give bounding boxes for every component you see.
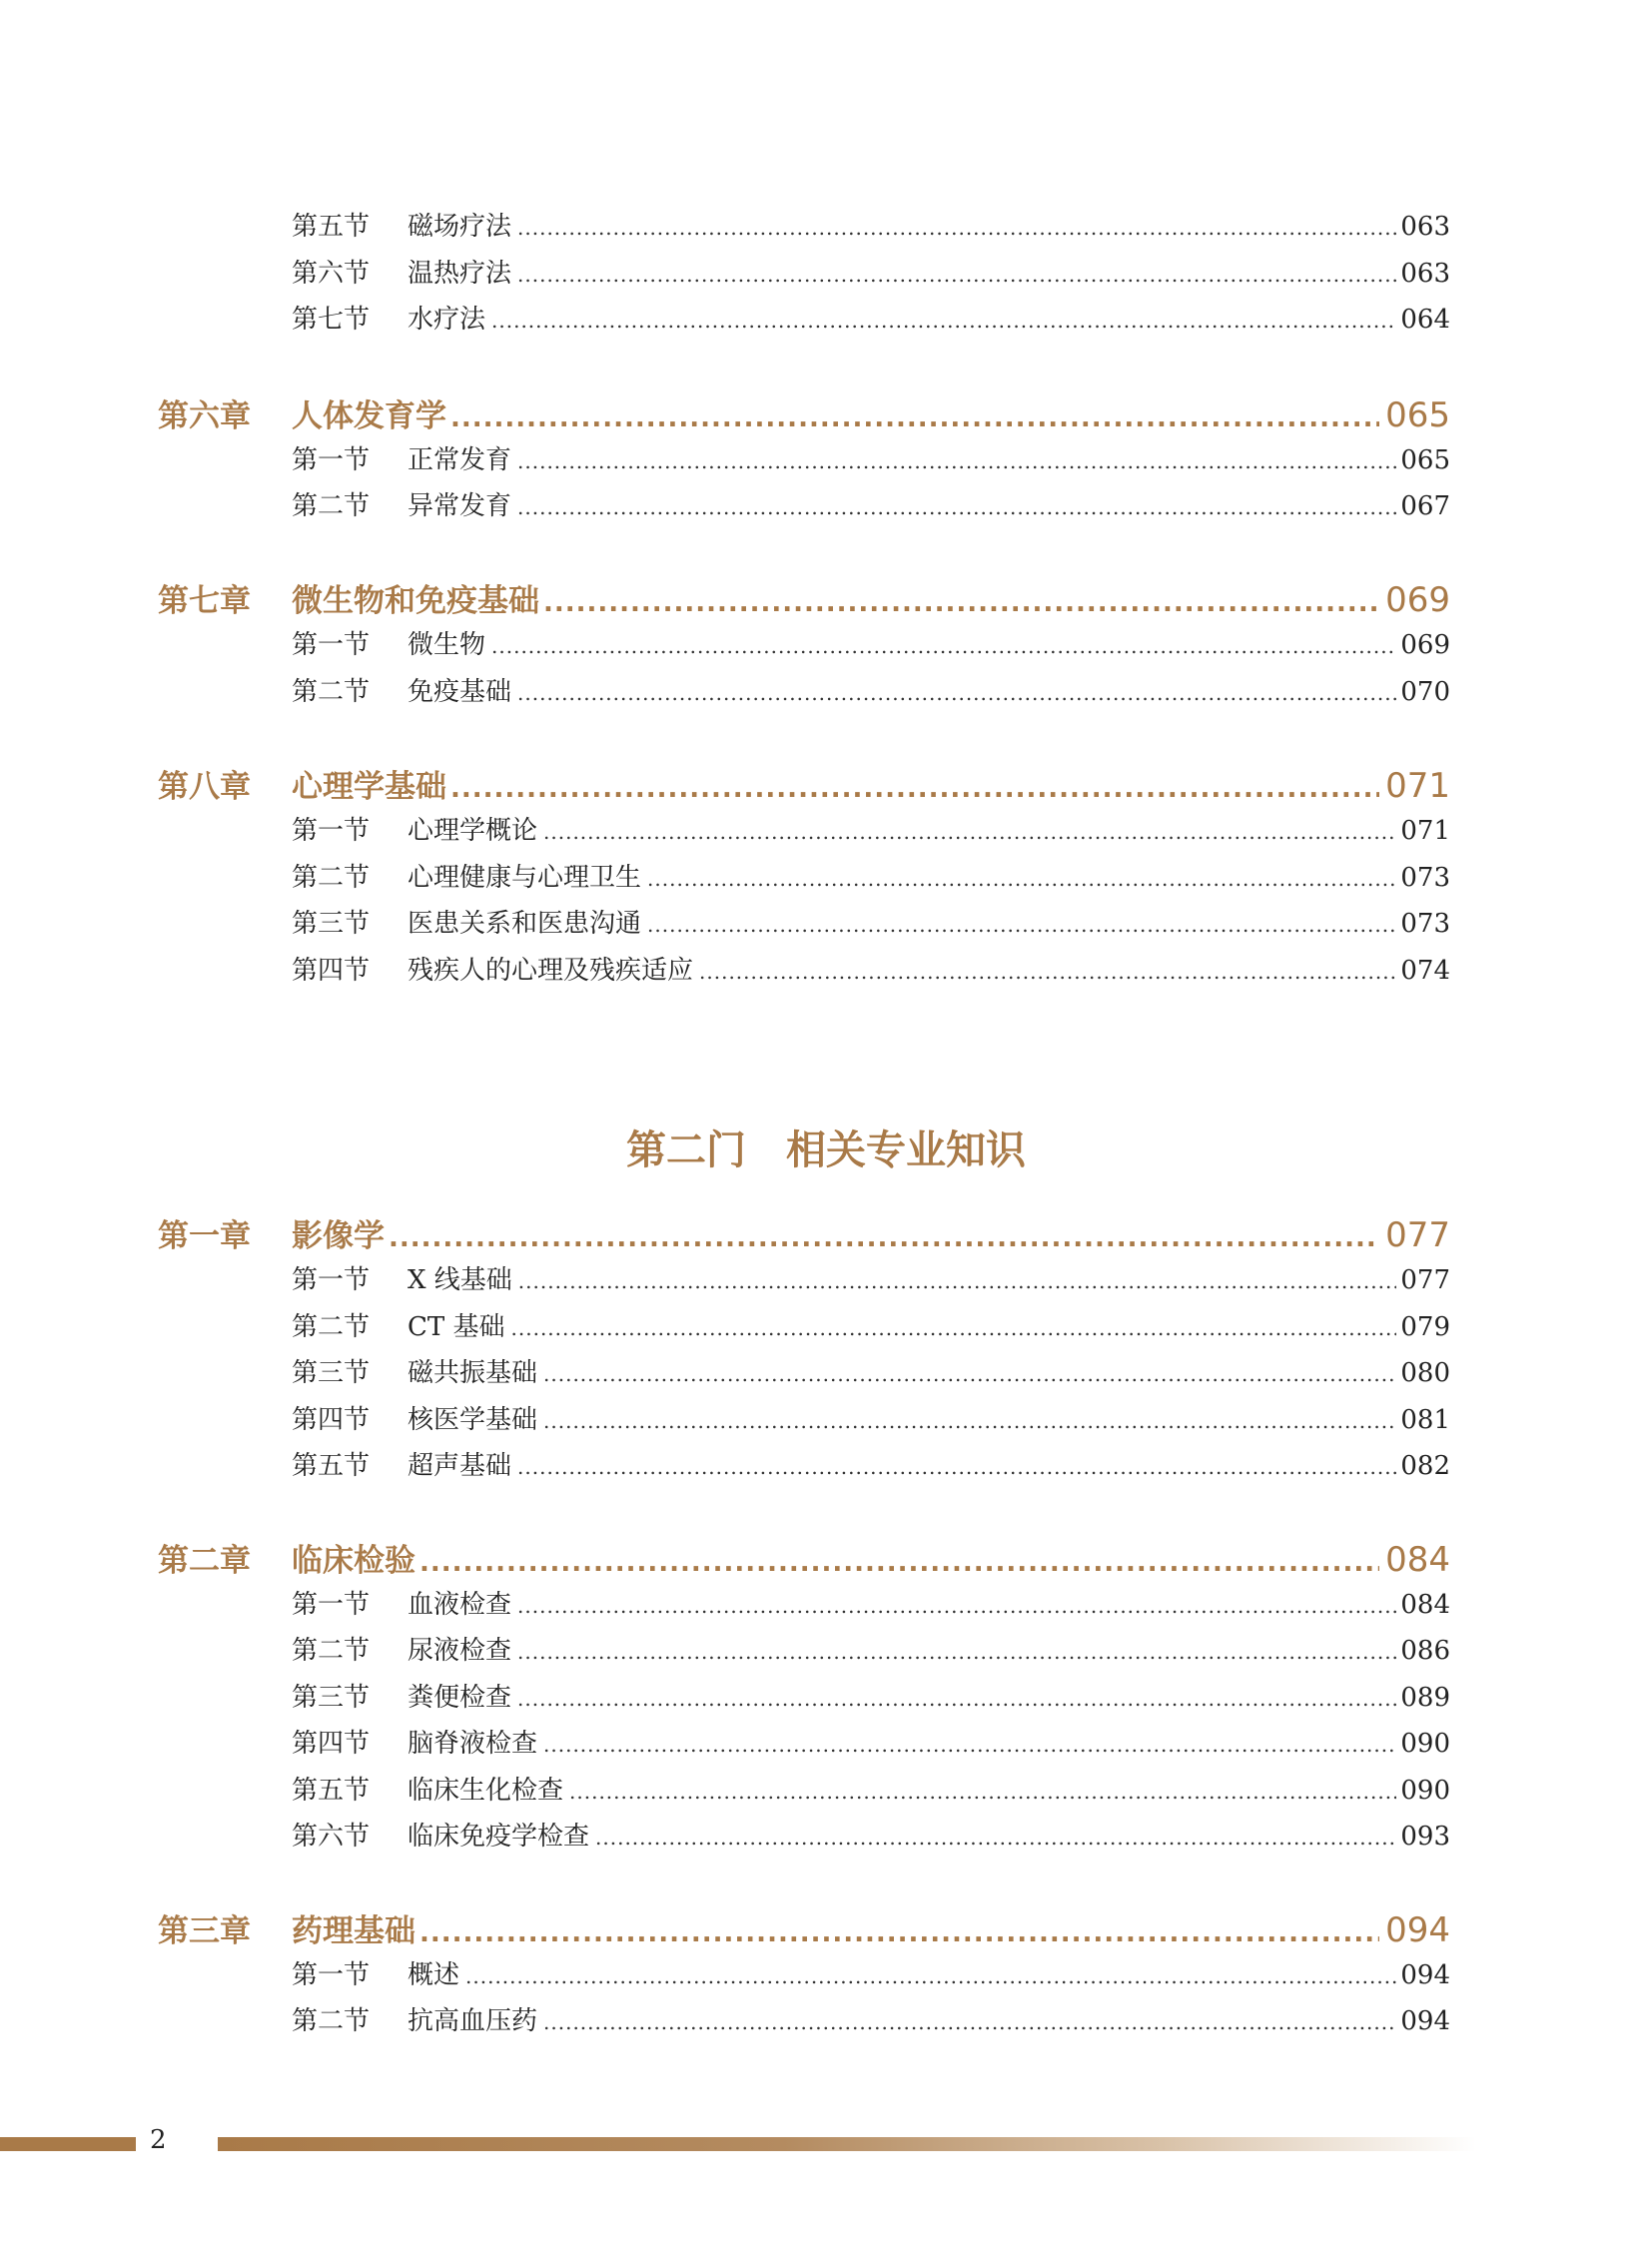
section-title: 磁共振基础 — [408, 1358, 538, 1388]
dot-leader — [543, 1356, 1396, 1392]
chapter-page: 071 — [1385, 766, 1450, 806]
section-label: 第一节 — [292, 630, 371, 660]
dot-leader — [491, 628, 1396, 664]
dot-leader — [517, 675, 1396, 711]
toc-section-row[interactable] — [292, 256, 1450, 292]
dot-leader — [465, 1958, 1396, 1994]
section-label: 第一节 — [292, 1960, 371, 1990]
toc-section-row[interactable] — [292, 1957, 1450, 1993]
dot-leader — [543, 580, 1379, 626]
toc-section-row[interactable] — [292, 1633, 1450, 1669]
chapter-label: 第三章 — [158, 1913, 251, 1949]
dot-leader — [517, 443, 1396, 479]
toc-chapter-row[interactable] — [158, 392, 1450, 438]
section-page: 080 — [1400, 1358, 1450, 1388]
dot-leader — [511, 1310, 1397, 1346]
part-title: 第二门 相关专业知识 — [626, 1127, 1026, 1173]
dot-leader — [543, 814, 1396, 850]
section-label: 第二节 — [292, 863, 371, 893]
dot-leader — [450, 395, 1379, 441]
toc-section-row[interactable] — [292, 442, 1450, 478]
toc-section-row[interactable] — [292, 488, 1450, 524]
chapter-page: 077 — [1385, 1215, 1450, 1255]
toc-section-row[interactable] — [292, 674, 1450, 710]
section-title: 温热疗法 — [408, 259, 512, 289]
toc-chapter-row[interactable] — [158, 1212, 1450, 1258]
section-page: 077 — [1400, 1265, 1450, 1295]
section-label: 第三节 — [292, 909, 371, 939]
section-label: 第二节 — [292, 1312, 371, 1342]
section-label: 第五节 — [292, 212, 371, 242]
toc-section-row[interactable] — [292, 860, 1450, 896]
footer-left-bar — [0, 2137, 136, 2151]
chapter-page: 094 — [1385, 1910, 1450, 1950]
toc-chapter-row[interactable] — [158, 577, 1450, 623]
section-title: 心理健康与心理卫生 — [408, 863, 642, 893]
toc-section-row[interactable] — [292, 1309, 1450, 1345]
section-title: 免疫基础 — [408, 677, 512, 707]
section-label: 第四节 — [292, 1729, 371, 1759]
section-label: 第一节 — [292, 1590, 371, 1620]
chapter-label: 第七章 — [158, 583, 251, 619]
section-label: 第一节 — [292, 445, 371, 475]
page-number: 2 — [150, 2125, 167, 2155]
toc-section-row[interactable] — [292, 302, 1450, 338]
section-page: 082 — [1400, 1451, 1450, 1481]
chapter-title: 影像学 — [292, 1218, 385, 1254]
toc-chapter-row[interactable] — [158, 1537, 1450, 1583]
section-page: 079 — [1400, 1312, 1450, 1342]
toc-section-row[interactable] — [292, 906, 1450, 942]
toc-section-row[interactable] — [292, 1355, 1450, 1391]
toc-section-row[interactable] — [292, 813, 1450, 849]
chapter-label: 第二章 — [158, 1543, 251, 1579]
dot-leader — [569, 1774, 1396, 1810]
dot-leader — [450, 766, 1379, 812]
section-title: 超声基础 — [408, 1451, 512, 1481]
section-page: 081 — [1400, 1405, 1450, 1435]
section-page: 065 — [1400, 445, 1450, 475]
toc-section-row[interactable] — [292, 1680, 1450, 1716]
toc-section-row[interactable] — [292, 1773, 1450, 1809]
dot-leader — [543, 1727, 1396, 1763]
section-title: 临床生化检查 — [408, 1776, 564, 1806]
chapter-title: 药理基础 — [292, 1913, 415, 1949]
section-title: CT 基础 — [408, 1312, 505, 1342]
toc-section-row[interactable] — [292, 1402, 1450, 1438]
section-page: 073 — [1400, 863, 1450, 893]
section-title: 医患关系和医患沟通 — [408, 909, 642, 939]
section-title: 抗高血压药 — [408, 2006, 538, 2036]
toc-section-row[interactable] — [292, 1448, 1450, 1484]
chapter-page: 069 — [1385, 580, 1450, 620]
dot-leader — [389, 1215, 1379, 1261]
dot-leader — [517, 210, 1396, 246]
section-title: 粪便检查 — [408, 1683, 512, 1713]
section-title: 概述 — [408, 1960, 460, 1990]
section-label: 第一节 — [292, 816, 371, 846]
footer-right-bar — [218, 2137, 1476, 2151]
dot-leader — [517, 1681, 1396, 1717]
dot-leader — [595, 1820, 1396, 1856]
section-label: 第六节 — [292, 1822, 371, 1852]
dot-leader — [419, 1540, 1379, 1586]
section-label: 第六节 — [292, 259, 371, 289]
section-title: 临床免疫学检查 — [408, 1822, 590, 1852]
section-page: 090 — [1400, 1729, 1450, 1759]
dot-leader — [517, 1449, 1396, 1485]
section-title: 核医学基础 — [408, 1405, 538, 1435]
chapter-title: 临床检验 — [292, 1543, 415, 1579]
section-page: 069 — [1400, 630, 1450, 660]
toc-section-row[interactable] — [292, 209, 1450, 245]
dot-leader — [517, 257, 1396, 293]
dot-leader — [491, 303, 1396, 339]
section-title: 水疗法 — [408, 305, 486, 335]
section-page: 074 — [1400, 956, 1450, 986]
section-label: 第七节 — [292, 305, 371, 335]
section-label: 第五节 — [292, 1776, 371, 1806]
toc-chapter-row[interactable] — [158, 763, 1450, 809]
dot-leader — [517, 489, 1396, 525]
chapter-label: 第六章 — [158, 398, 251, 434]
dot-leader — [647, 861, 1396, 897]
section-page: 070 — [1400, 677, 1450, 707]
section-label: 第二节 — [292, 491, 371, 521]
section-page: 089 — [1400, 1683, 1450, 1713]
chapter-label: 第八章 — [158, 769, 251, 805]
section-label: 第一节 — [292, 1265, 371, 1295]
chapter-page: 084 — [1385, 1540, 1450, 1580]
toc-chapter-row[interactable] — [158, 1907, 1450, 1953]
section-page: 094 — [1400, 2006, 1450, 2036]
section-label: 第二节 — [292, 1636, 371, 1666]
toc-section-row[interactable] — [292, 2003, 1450, 2039]
section-title: 心理学概论 — [408, 816, 538, 846]
section-label: 第五节 — [292, 1451, 371, 1481]
chapter-title: 心理学基础 — [292, 769, 446, 805]
section-label: 第四节 — [292, 1405, 371, 1435]
section-page: 071 — [1400, 816, 1450, 846]
dot-leader — [419, 1910, 1379, 1956]
dot-leader — [543, 2004, 1396, 2040]
toc-section-row[interactable] — [292, 627, 1450, 663]
chapter-page: 065 — [1385, 395, 1450, 435]
section-page: 094 — [1400, 1960, 1450, 1990]
section-title: X 线基础 — [408, 1265, 512, 1295]
toc-section-row[interactable] — [292, 953, 1450, 989]
section-page: 084 — [1400, 1590, 1450, 1620]
section-title: 血液检查 — [408, 1590, 512, 1620]
section-title: 脑脊液检查 — [408, 1729, 538, 1759]
section-page: 064 — [1400, 305, 1450, 335]
dot-leader — [699, 954, 1396, 990]
section-page: 067 — [1400, 491, 1450, 521]
section-label: 第二节 — [292, 677, 371, 707]
section-title: 尿液检查 — [408, 1636, 512, 1666]
section-title: 残疾人的心理及残疾适应 — [408, 956, 694, 986]
section-title: 异常发育 — [408, 491, 512, 521]
dot-leader — [517, 1588, 1396, 1624]
section-page: 063 — [1400, 212, 1450, 242]
section-title: 磁场疗法 — [408, 212, 512, 242]
chapter-title: 微生物和免疫基础 — [292, 583, 539, 619]
dot-leader — [517, 1634, 1396, 1670]
chapter-title: 人体发育学 — [292, 398, 446, 434]
section-page: 063 — [1400, 259, 1450, 289]
toc-section-row[interactable] — [292, 1262, 1450, 1298]
section-title: 微生物 — [408, 630, 486, 660]
section-label: 第四节 — [292, 956, 371, 986]
dot-leader — [543, 1403, 1396, 1439]
chapter-label: 第一章 — [158, 1218, 251, 1254]
toc-section-row[interactable] — [292, 1726, 1450, 1762]
dot-leader — [518, 1263, 1397, 1299]
section-page: 073 — [1400, 909, 1450, 939]
toc-section-row[interactable] — [292, 1587, 1450, 1623]
dot-leader — [647, 907, 1396, 943]
section-label: 第三节 — [292, 1683, 371, 1713]
section-page: 090 — [1400, 1776, 1450, 1806]
section-title: 正常发育 — [408, 445, 512, 475]
section-label: 第二节 — [292, 2006, 371, 2036]
section-page: 093 — [1400, 1822, 1450, 1852]
section-label: 第三节 — [292, 1358, 371, 1388]
section-page: 086 — [1400, 1636, 1450, 1666]
toc-section-row[interactable] — [292, 1819, 1450, 1855]
